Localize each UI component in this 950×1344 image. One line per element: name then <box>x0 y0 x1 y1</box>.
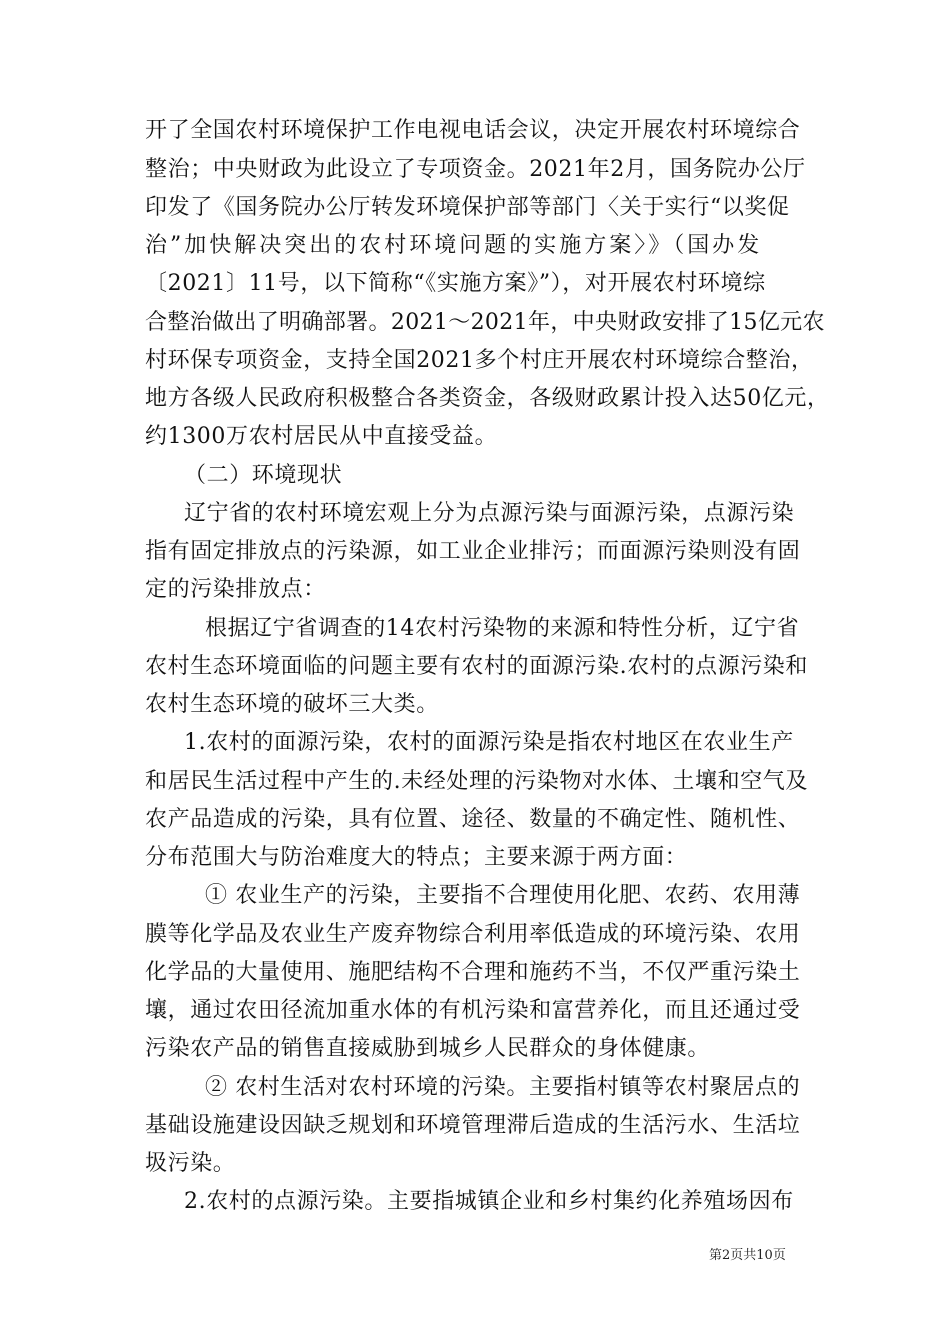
text-line: ① 农业生产的污染，主要指不合理使用化肥、农药、农用薄 <box>205 883 801 908</box>
text-line: 农村生态环境的破坏三大类。 <box>145 692 439 717</box>
text-line: 1.农村的面源污染，农村的面源污染是指农村地区在农业生产 <box>184 730 794 755</box>
text-line: 2.农村的点源污染。主要指城镇企业和乡村集约化养殖场因布 <box>184 1189 794 1214</box>
text-line: 治”加快解决突出的农村环境问题的实施方案〉》（国办发 <box>145 233 763 258</box>
text-line: 污染农产品的销售直接威胁到城乡人民群众的身体健康。 <box>145 1036 711 1061</box>
text-line: 印发了《国务院办公厅转发环境保护部等部门〈关于实行“以奖促 <box>145 195 790 220</box>
text-line: 圾污染。 <box>145 1151 236 1176</box>
text-line: 和居民生活过程中产生的.未经处理的污染物对水体、土壤和空气及 <box>145 769 808 794</box>
text-line: 定的污染排放点： <box>145 577 326 602</box>
text-line: 根据辽宁省调查的14农村污染物的来源和特性分析，辽宁省 <box>205 616 800 641</box>
text-line: ② 农村生活对农村环境的污染。主要指村镇等农村聚居点的 <box>205 1075 801 1100</box>
text-line: 农产品造成的污染，具有位置、途径、数量的不确定性、随机性、 <box>145 807 801 832</box>
section-heading: （二）环境现状 <box>184 463 343 488</box>
text-line: 村环保专项资金，支持全国2021多个村庄开展农村环境综合整治， <box>145 348 814 373</box>
text-line: 分布范围大与防治难度大的特点；主要来源于两方面： <box>145 845 688 870</box>
page-number-footer: 第2页共10页 <box>709 1248 786 1263</box>
text-line: 化学品的大量使用、施肥结构不合理和施药不当，不仅严重污染土 <box>145 960 801 985</box>
text-line: 膜等化学品及农业生产废弃物综合利用率低造成的环境污染、农用 <box>145 922 801 947</box>
text-line: 壤，通过农田径流加重水体的有机污染和富营养化，而且还通过受 <box>145 998 801 1023</box>
text-line: 农村生态环境面临的问题主要有农村的面源污染.农村的点源污染和 <box>145 654 808 679</box>
text-line: 开了全国农村环境保护工作电视电话会议，决定开展农村环境综合 <box>145 118 801 143</box>
text-line: 〔2021〕11号，以下简称“《实施方案》”），对开展农村环境综 <box>145 271 766 296</box>
text-line: 约1300万农村居民从中直接受益。 <box>145 424 498 449</box>
text-line: 辽宁省的农村环境宏观上分为点源污染与面源污染，点源污染 <box>184 501 795 526</box>
text-line: 基础设施建设因缺乏规划和环境管理滞后造成的生活污水、生活垃 <box>145 1113 801 1138</box>
text-line: 整治；中央财政为此设立了专项资金。2021年2月，国务院办公厅 <box>145 157 806 182</box>
text-line: 指有固定排放点的污染源，如工业企业排污；而面源污染则没有固 <box>145 539 801 564</box>
text-line: 合整治做出了明确部署。2021～2021年，中央财政安排了15亿元农 <box>145 310 825 335</box>
text-line: 地方各级人民政府积极整合各类资金，各级财政累计投入达50亿元， <box>145 386 830 411</box>
